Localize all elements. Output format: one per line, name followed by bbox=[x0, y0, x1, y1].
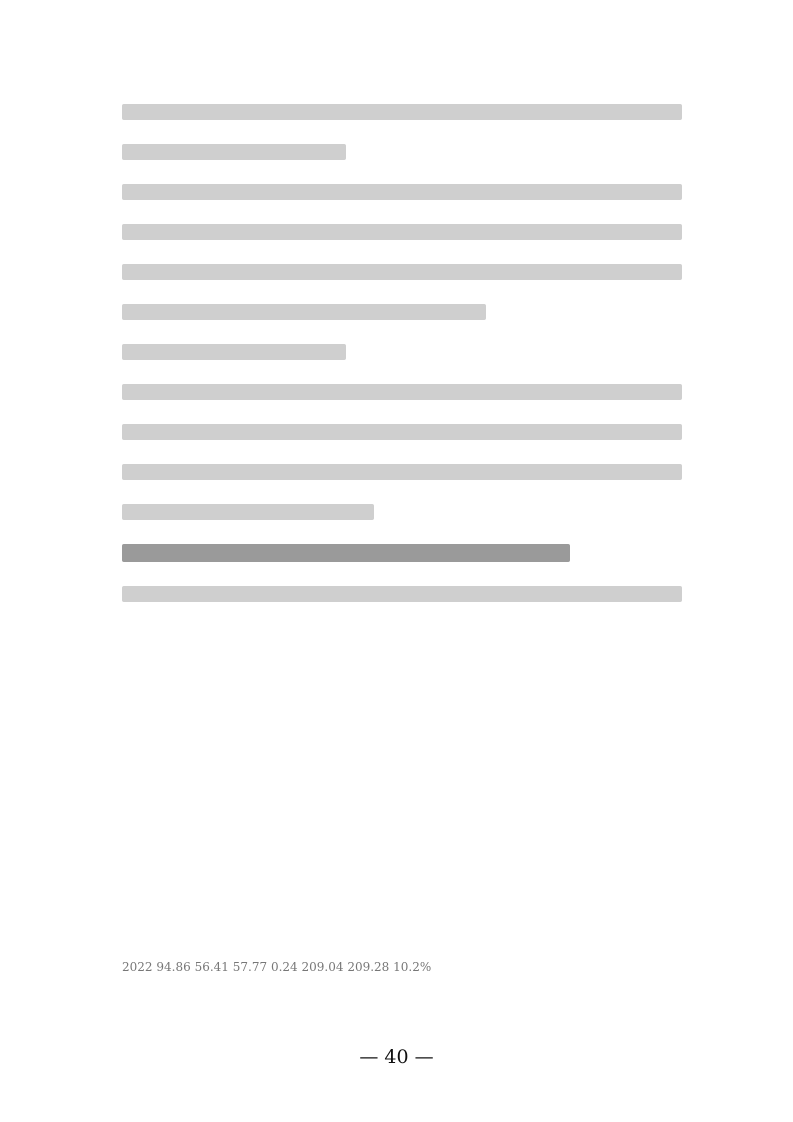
text-line bbox=[122, 144, 346, 160]
text-line bbox=[122, 304, 486, 320]
text-line bbox=[122, 224, 682, 240]
text-line bbox=[122, 184, 682, 200]
text-line bbox=[122, 264, 682, 280]
section-heading bbox=[122, 544, 570, 562]
text-line bbox=[122, 384, 682, 400]
visible-numbers: 2022 94.86 56.41 57.77 0.24 209.04 209.28 10.2% bbox=[122, 960, 432, 974]
body-placeholder bbox=[122, 104, 682, 626]
text-line bbox=[122, 586, 682, 602]
text-line bbox=[122, 504, 374, 520]
text-line bbox=[122, 104, 682, 120]
page-number: — 40 — bbox=[359, 1046, 434, 1068]
text-line bbox=[122, 344, 346, 360]
text-line bbox=[122, 424, 682, 440]
text-line bbox=[122, 464, 682, 480]
